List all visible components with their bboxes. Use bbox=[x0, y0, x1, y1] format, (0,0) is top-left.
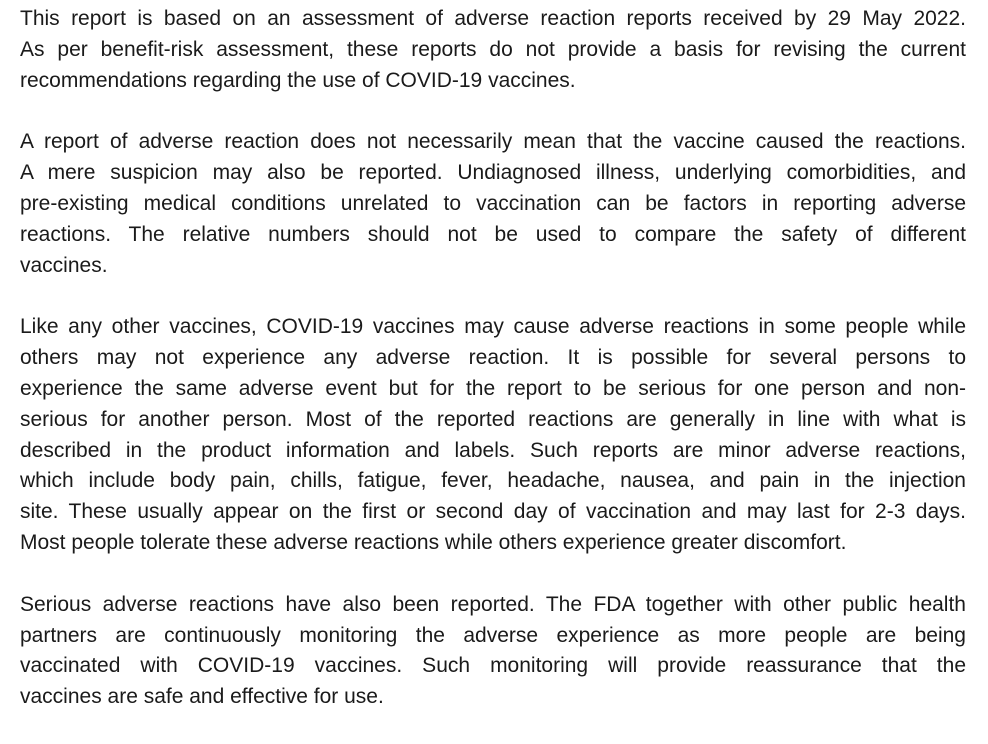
text-line: A mere suspicion may also be reported. Undiagnosed illness, underlying comorbidities, and bbox=[20, 161, 966, 185]
text-line: described in the product information and labels. Such reports are minor adverse reactions, bbox=[20, 438, 966, 462]
text-line: This report is based on an assessment of adverse reaction reports received by 29 May 2022. bbox=[20, 7, 966, 30]
text-line: partners are continuously monitoring the adverse experience as more people are being bbox=[20, 623, 966, 647]
paragraph-serious-reactions bbox=[20, 590, 966, 713]
paragraph-causality-disclaimer bbox=[20, 127, 966, 281]
text-line: Serious adverse reactions have also been reported. The FDA together with other public health bbox=[20, 592, 966, 616]
paragraph-common-reactions bbox=[20, 312, 966, 558]
text-line: vaccinated with COVID-19 vaccines. Such monitoring will provide reassurance that the bbox=[20, 654, 966, 678]
text-line: others may not experience any adverse reaction. It is possible for several persons to bbox=[20, 346, 966, 370]
text-line: vaccines. bbox=[20, 253, 108, 277]
text-line: As per benefit-risk assessment, these reports do not provide a basis for revising the current bbox=[20, 37, 966, 61]
text-line: serious for another person. Most of the reported reactions are generally in line with what is bbox=[20, 407, 966, 431]
text-line: reactions. The relative numbers should not be used to compare the safety of different bbox=[20, 222, 966, 246]
text-line: recommendations regarding the use of COVID-19 vaccines. bbox=[20, 68, 576, 92]
text-line: Most people tolerate these adverse reactions while others experience greater discomfort. bbox=[20, 530, 847, 554]
text-line: site. These usually appear on the first or second day of vaccination and may last for 2-3 days. bbox=[20, 500, 966, 524]
text-line: experience the same adverse event but for the report to be serious for one person and non- bbox=[20, 376, 966, 400]
text-line: pre-existing medical conditions unrelated to vaccination can be factors in reporting adverse bbox=[20, 191, 966, 215]
text-line: vaccines are safe and effective for use. bbox=[20, 685, 384, 709]
text-line: A report of adverse reaction does not necessarily mean that the vaccine caused the reactions. bbox=[20, 130, 966, 154]
paragraph-report-basis bbox=[20, 4, 966, 96]
text-line: which include body pain, chills, fatigue, fever, headache, nausea, and pain in the injection bbox=[20, 469, 966, 493]
document-body bbox=[20, 4, 966, 744]
text-line: Like any other vaccines, COVID-19 vaccines may cause adverse reactions in some people while bbox=[20, 315, 966, 339]
